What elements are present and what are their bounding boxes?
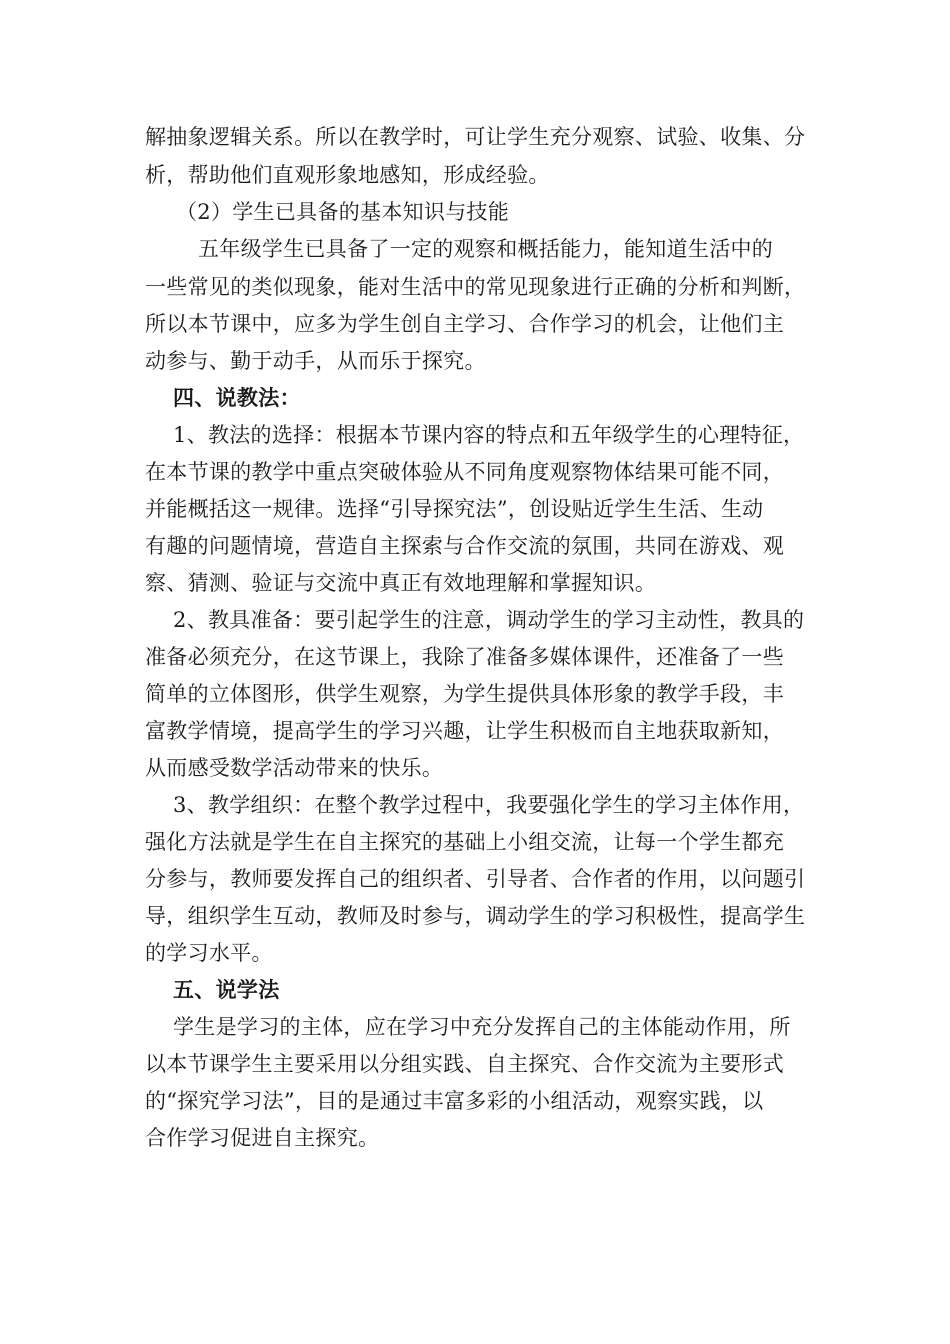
- subheading-line: （2）学生已具备的基本知识与技能: [176, 200, 510, 224]
- paragraph-line: 一些常见的类似现象，能对生活中的常见现象进行正确的分析和判断，: [145, 275, 806, 299]
- paragraph-line: 3、教学组织：在整个教学过程中，我要强化学生的学习主体作用，: [173, 793, 805, 817]
- paragraph-line: 并能概括这一规律。选择“引导探究法”，创设贴近学生生活、生动: [145, 497, 764, 521]
- paragraph-line: 的“探究学习法”，目的是通过丰富多彩的小组活动，观察实践，以: [145, 1089, 764, 1113]
- paragraph-line: 动参与、勤于动手，从而乐于探究。: [145, 349, 486, 373]
- section-heading-learning-method: 五、说学法: [173, 977, 280, 1002]
- paragraph-line: 解抽象逻辑关系。所以在教学时，可让学生充分观察、试验、收集、分: [145, 125, 806, 149]
- paragraph-line: 1、教法的选择：根据本节课内容的特点和五年级学生的心理特征，: [173, 423, 805, 447]
- paragraph-line: 分参与，教师要发挥自己的组织者、引导者、合作者的作用，以问题引: [145, 867, 806, 891]
- paragraph-line: 导，组织学生互动，教师及时参与，调动学生的学习积极性，提高学生: [145, 904, 806, 928]
- section-heading-teaching-method: 四、说教法：: [173, 385, 301, 410]
- paragraph-line: 富教学情境，提高学生的学习兴趣，让学生积极而自主地获取新知，: [145, 719, 784, 743]
- paragraph-line: 在本节课的教学中重点突破体验从不同角度观察物体结果可能不同，: [145, 460, 784, 484]
- paragraph-line: 简单的立体图形，供学生观察，为学生提供具体形象的教学手段，丰: [145, 682, 784, 706]
- paragraph-line: 合作学习促进自主探究。: [145, 1126, 380, 1150]
- paragraph-line: 察、猜测、验证与交流中真正有效地理解和掌握知识。: [145, 571, 657, 595]
- paragraph-line: 所以本节课中，应多为学生创自主学习、合作学习的机会，让他们主: [145, 312, 784, 336]
- paragraph-line: 学生是学习的主体，应在学习中充分发挥自己的主体能动作用，所: [173, 1015, 791, 1039]
- paragraph-line: 从而感受数学活动带来的快乐。: [145, 756, 444, 780]
- paragraph-line: 2、教具准备：要引起学生的注意，调动学生的学习主动性，教具的: [173, 608, 805, 632]
- paragraph-line: 强化方法就是学生在自主探究的基础上小组交流，让每一个学生都充: [145, 830, 784, 854]
- paragraph-line: 有趣的问题情境，营造自主探索与合作交流的氛围，共同在游戏、观: [145, 534, 784, 558]
- paragraph-line: 准备必须充分，在这节课上，我除了准备多媒体课件，还准备了一些: [145, 645, 784, 669]
- paragraph-line: 以本节课学生主要采用以分组实践、自主探究、合作交流为主要形式: [145, 1052, 784, 1076]
- paragraph-line: 析，帮助他们直观形象地感知，形成经验。: [145, 163, 550, 187]
- paragraph-line: 五年级学生已具备了一定的观察和概括能力，能知道生活中的: [198, 237, 774, 261]
- paragraph-line: 的学习水平。: [145, 941, 273, 965]
